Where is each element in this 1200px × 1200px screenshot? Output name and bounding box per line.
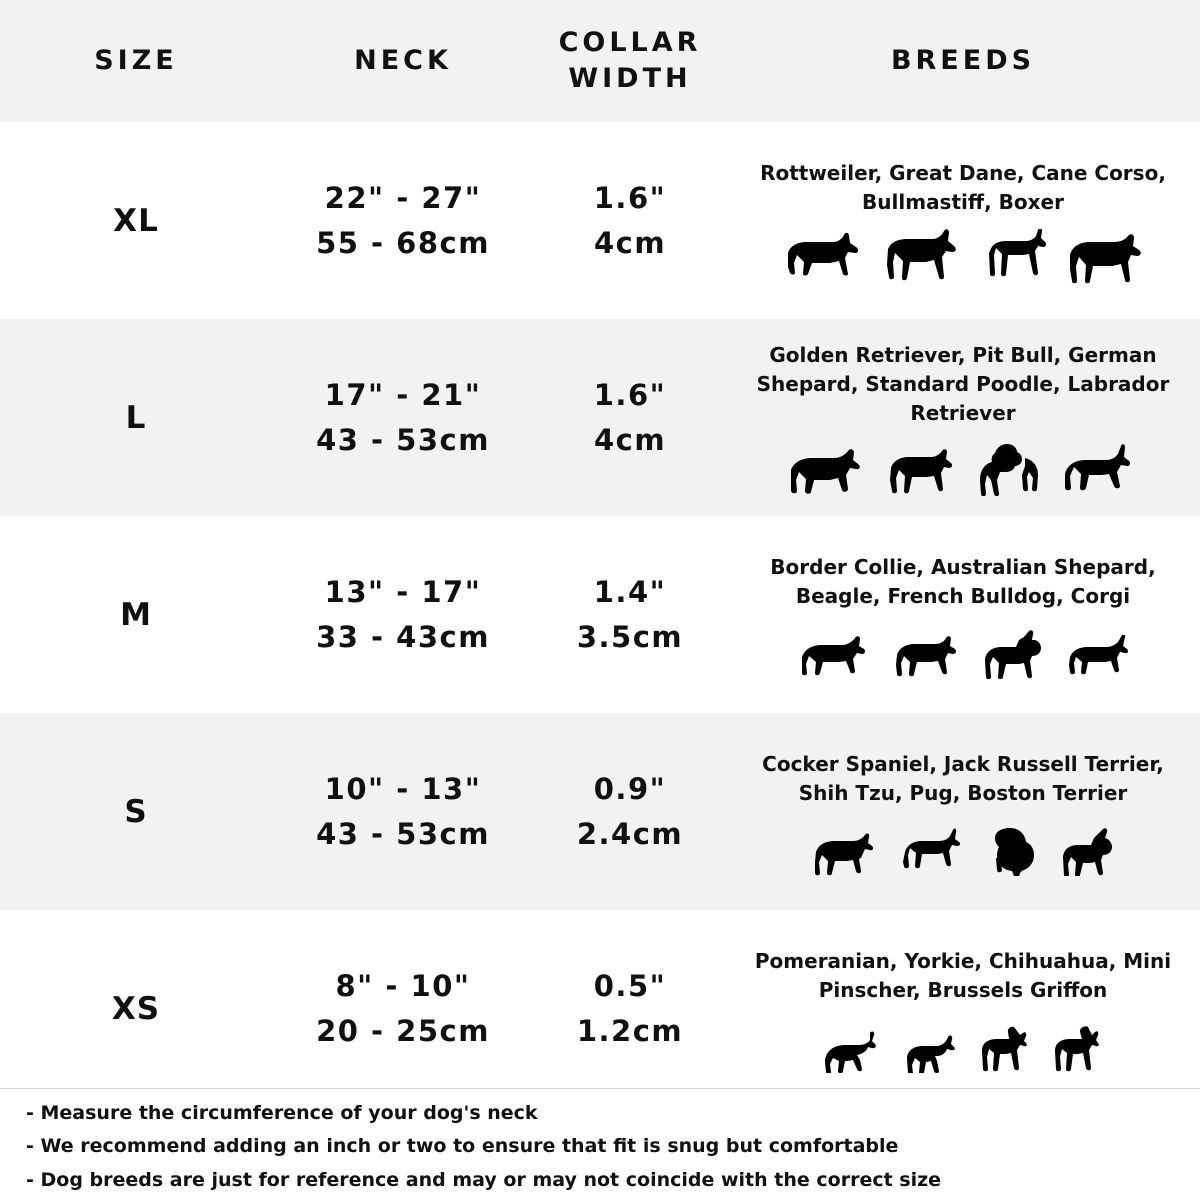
table-row bbox=[0, 516, 1200, 713]
pit-bull-icon bbox=[881, 444, 959, 496]
width-inches: 0.9" bbox=[593, 771, 667, 806]
width-inches: 1.6" bbox=[593, 377, 667, 412]
neck-inches: 13" - 17" bbox=[324, 574, 482, 609]
width-centimeters: 2.4cm bbox=[576, 816, 684, 851]
width-inches: 0.5" bbox=[593, 968, 667, 1003]
row-size-label: M bbox=[120, 596, 152, 633]
width-inches: 1.4" bbox=[593, 574, 667, 609]
collar-width-line-2: WIDTH bbox=[568, 63, 692, 94]
breeds-list: Pomeranian, Yorkie, Chihuahua, Mini Pinscher, Brussels Griffon bbox=[754, 948, 1172, 1002]
note-item: - Measure the circumference of your dog's neck bbox=[26, 1102, 538, 1124]
column-header-neck: NECK bbox=[354, 44, 452, 76]
row-size-label: S bbox=[124, 793, 148, 830]
width-centimeters: 3.5cm bbox=[576, 619, 684, 654]
breed-silhouettes bbox=[748, 223, 1178, 285]
table-header-row bbox=[0, 0, 1200, 122]
row-collar-width bbox=[534, 910, 726, 1107]
breeds-list: Rottweiler, Great Dane, Cane Corso, Bullmastiff, Boxer bbox=[760, 160, 1166, 214]
column-header-collar-width bbox=[534, 0, 726, 122]
rottweiler-icon bbox=[780, 229, 864, 285]
row-breeds bbox=[726, 319, 1200, 516]
shih-tzu-icon bbox=[978, 824, 1044, 876]
table-row bbox=[0, 319, 1200, 516]
row-neck-measure bbox=[272, 516, 534, 713]
poodle-icon bbox=[973, 440, 1045, 496]
table-header bbox=[0, 0, 1200, 122]
german-shepherd-icon bbox=[1059, 444, 1143, 496]
row-size-label: L bbox=[125, 399, 147, 436]
row-size-label: XL bbox=[113, 202, 159, 239]
breeds-list: Golden Retriever, Pit Bull, German Shepard, Standard Poodle, Labrador Retriever bbox=[756, 343, 1170, 425]
row-breeds bbox=[726, 713, 1200, 910]
corgi-icon bbox=[1060, 635, 1132, 679]
row-collar-width bbox=[534, 516, 726, 713]
neck-centimeters: 33 - 43cm bbox=[316, 619, 490, 654]
pug-icon bbox=[1058, 826, 1120, 876]
column-header-breeds: BREEDS bbox=[890, 44, 1036, 76]
row-breeds bbox=[726, 516, 1200, 713]
chihuahua-icon bbox=[978, 1025, 1036, 1073]
border-collie-icon bbox=[794, 631, 874, 679]
width-inches: 1.6" bbox=[593, 180, 667, 215]
neck-centimeters: 55 - 68cm bbox=[316, 225, 490, 260]
breeds-list: Border Collie, Australian Shepard, Beagle, French Bulldog, Corgi bbox=[770, 554, 1156, 608]
breeds-list: Cocker Spaniel, Jack Russell Terrier, Shih Tzu, Pug, Boston Terrier bbox=[762, 751, 1164, 805]
table-row bbox=[0, 713, 1200, 910]
table-row bbox=[0, 910, 1200, 1107]
table-row bbox=[0, 122, 1200, 319]
neck-inches: 8" - 10" bbox=[335, 968, 471, 1003]
neck-inches: 10" - 13" bbox=[324, 771, 482, 806]
yorkie-icon bbox=[902, 1029, 964, 1073]
column-header-size: SIZE bbox=[94, 44, 178, 76]
neck-centimeters: 20 - 25cm bbox=[316, 1013, 490, 1048]
width-centimeters: 4cm bbox=[593, 225, 667, 260]
row-neck-measure bbox=[272, 122, 534, 319]
row-size-label: XS bbox=[111, 990, 161, 1027]
width-centimeters: 1.2cm bbox=[576, 1013, 684, 1048]
cocker-spaniel-icon bbox=[806, 828, 880, 876]
collar-width-line-1: COLLAR bbox=[558, 26, 702, 58]
row-collar-width bbox=[534, 122, 726, 319]
note-item: - Dog breeds are just for reference and may or may not coincide with the correct size bbox=[26, 1168, 942, 1191]
note-item: - We recommend adding an inch or two to ensure that fit is snug but comfortable bbox=[26, 1135, 899, 1158]
breed-silhouettes bbox=[748, 1011, 1178, 1073]
notes-section bbox=[0, 1088, 1200, 1200]
breed-silhouettes bbox=[748, 814, 1178, 876]
width-centimeters: 4cm bbox=[593, 422, 667, 457]
french-bulldog-icon bbox=[980, 629, 1046, 679]
australian-shepherd-icon bbox=[888, 631, 966, 679]
golden-retriever-icon bbox=[783, 444, 867, 496]
row-collar-width bbox=[534, 713, 726, 910]
bullmastiff-icon bbox=[1062, 229, 1146, 285]
row-neck-measure bbox=[272, 713, 534, 910]
pomeranian-icon bbox=[818, 1027, 888, 1073]
jack-russell-icon bbox=[894, 828, 964, 876]
row-collar-width bbox=[534, 319, 726, 516]
neck-centimeters: 43 - 53cm bbox=[316, 816, 490, 851]
breed-silhouettes bbox=[748, 617, 1178, 679]
great-dane-icon bbox=[878, 229, 962, 285]
row-breeds bbox=[726, 910, 1200, 1107]
breed-silhouettes bbox=[748, 434, 1178, 496]
table-body bbox=[0, 122, 1200, 1107]
row-neck-measure bbox=[272, 910, 534, 1107]
neck-centimeters: 43 - 53cm bbox=[316, 422, 490, 457]
mini-pinscher-icon bbox=[1050, 1025, 1108, 1073]
neck-inches: 17" - 21" bbox=[324, 377, 482, 412]
neck-inches: 22" - 27" bbox=[324, 180, 482, 215]
row-neck-measure bbox=[272, 319, 534, 516]
row-breeds bbox=[726, 122, 1200, 319]
doberman-icon bbox=[976, 229, 1048, 285]
